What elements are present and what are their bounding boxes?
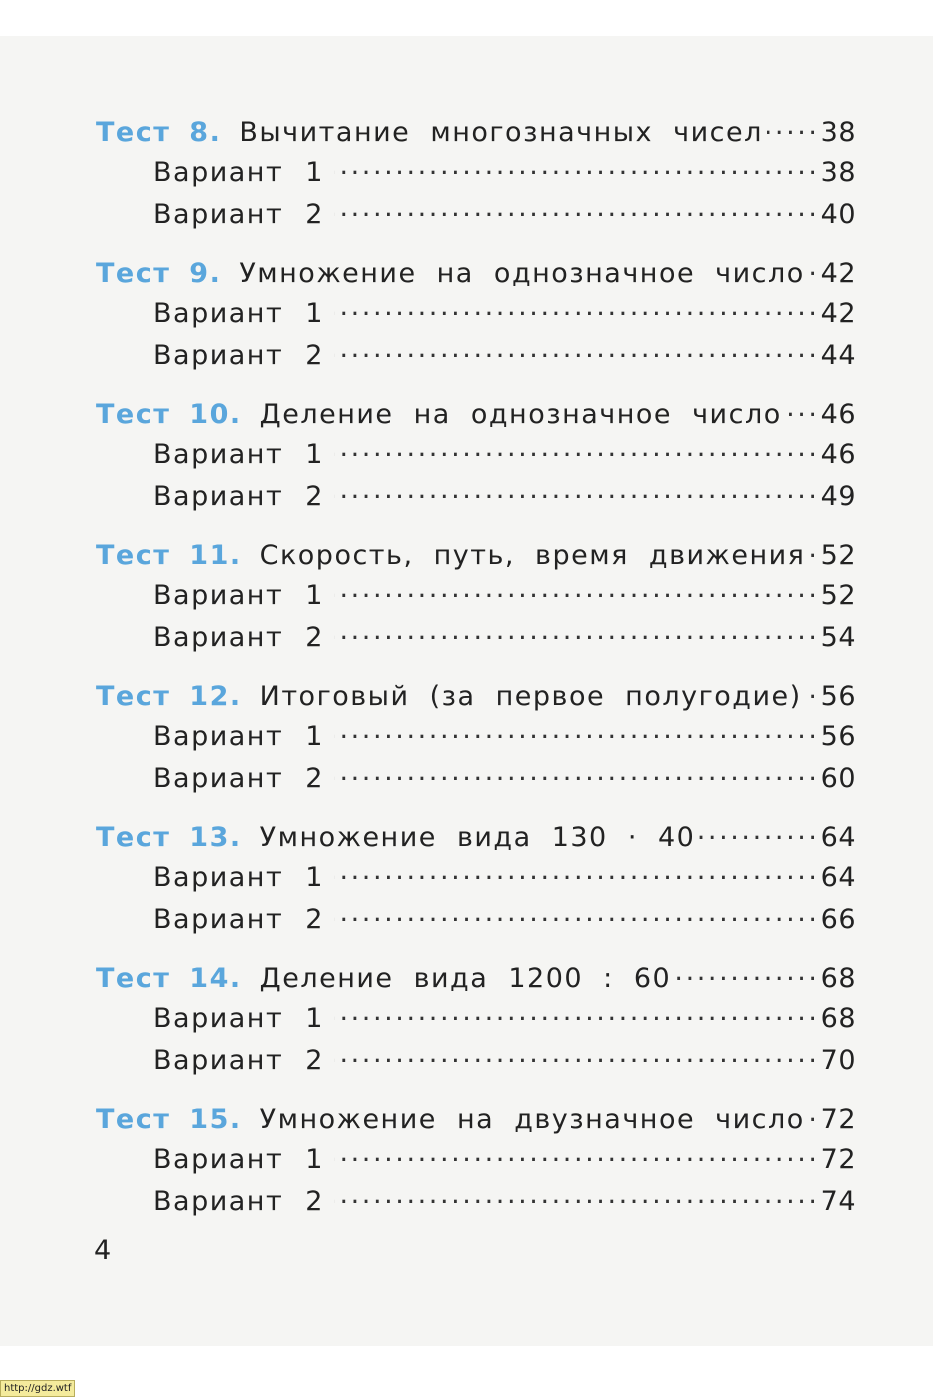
test-title: Умножение вида 130 · 40 (259, 822, 696, 853)
page-ref: 44 (820, 340, 856, 371)
variant-label: Вариант 2 (153, 763, 324, 794)
variant-label: Вариант 2 (153, 1186, 324, 1217)
toc-entry-variant (96, 1042, 856, 1084)
page-ref: 56 (820, 681, 856, 712)
leader-dots (334, 154, 814, 181)
leader-dots (334, 577, 814, 604)
toc-entry-test (96, 396, 856, 436)
toc-entry-variant (96, 859, 856, 901)
page-ref: 72 (820, 1144, 856, 1175)
leader-dots (334, 619, 814, 646)
variant-label: Вариант 2 (153, 904, 324, 935)
leader-dots (767, 114, 814, 141)
toc-group-test-10 (96, 396, 856, 520)
variant-label: Вариант 1 (153, 1144, 324, 1175)
variant-label: Вариант 2 (153, 1045, 324, 1076)
page-ref: 42 (820, 258, 856, 289)
toc-entry-test (96, 255, 856, 295)
test-label: Тест 13. (96, 822, 242, 853)
variant-label: Вариант 1 (153, 1003, 324, 1034)
toc-entry-variant (96, 295, 856, 337)
test-title: Деление вида 1200 : 60 (259, 963, 672, 994)
page-ref: 64 (820, 862, 856, 893)
toc-entry-test (96, 1101, 856, 1141)
toc-entry-variant (96, 154, 856, 196)
leader-dots (334, 1000, 814, 1027)
variant-label: Вариант 1 (153, 439, 324, 470)
document-page (0, 36, 933, 1346)
page-ref: 72 (820, 1104, 856, 1135)
test-title: Умножение на однозначное число (239, 258, 805, 289)
test-title: Скорость, путь, время движения (259, 540, 806, 571)
toc-entry-test (96, 960, 856, 1000)
page-ref: 60 (820, 763, 856, 794)
toc-group-test-13 (96, 819, 856, 943)
variant-label: Вариант 2 (153, 481, 324, 512)
toc-entry-variant (96, 619, 856, 661)
test-label: Тест 11. (96, 540, 242, 571)
leader-dots (334, 760, 814, 787)
leader-dots (809, 255, 814, 282)
toc-entry-variant (96, 337, 856, 379)
test-title: Вычитание многозначных чисел (239, 117, 763, 148)
leader-dots (334, 1141, 814, 1168)
leader-dots (334, 718, 814, 745)
test-label: Тест 10. (96, 399, 242, 430)
page-ref: 54 (820, 622, 856, 653)
toc-entry-variant (96, 478, 856, 520)
variant-label: Вариант 1 (153, 580, 324, 611)
toc-group-test-9 (96, 255, 856, 379)
toc-entry-variant (96, 196, 856, 238)
toc-entry-variant (96, 760, 856, 802)
page-ref: 38 (820, 157, 856, 188)
toc-group-test-12 (96, 678, 856, 802)
table-of-contents (96, 114, 856, 1242)
test-title: Деление на однозначное число (259, 399, 782, 430)
toc-entry-variant (96, 901, 856, 943)
leader-dots (334, 1183, 814, 1210)
page-ref: 52 (820, 580, 856, 611)
toc-entry-variant (96, 577, 856, 619)
toc-group-test-8 (96, 114, 856, 238)
page-ref: 68 (820, 963, 856, 994)
variant-label: Вариант 1 (153, 721, 324, 752)
toc-group-test-11 (96, 537, 856, 661)
toc-entry-variant (96, 436, 856, 478)
leader-dots (699, 819, 814, 846)
leader-dots (334, 478, 814, 505)
toc-entry-variant (96, 1183, 856, 1225)
toc-entry-test (96, 537, 856, 577)
page-ref: 68 (820, 1003, 856, 1034)
variant-label: Вариант 1 (153, 157, 324, 188)
toc-entry-variant (96, 1141, 856, 1183)
leader-dots (334, 196, 814, 223)
variant-label: Вариант 2 (153, 622, 324, 653)
page-ref: 66 (820, 904, 856, 935)
test-label: Тест 8. (96, 117, 222, 148)
page-ref: 38 (820, 117, 856, 148)
toc-entry-test (96, 819, 856, 859)
page-ref: 74 (820, 1186, 856, 1217)
leader-dots (786, 396, 814, 423)
page-ref: 49 (820, 481, 856, 512)
toc-group-test-15 (96, 1101, 856, 1225)
page-ref: 70 (820, 1045, 856, 1076)
leader-dots (334, 901, 814, 928)
leader-dots (334, 859, 814, 886)
toc-entry-variant (96, 1000, 856, 1042)
test-label: Тест 9. (96, 258, 222, 289)
variant-label: Вариант 2 (153, 340, 324, 371)
page-ref: 64 (820, 822, 856, 853)
page-ref: 40 (820, 199, 856, 230)
variant-label: Вариант 1 (153, 298, 324, 329)
leader-dots (334, 436, 814, 463)
variant-label: Вариант 2 (153, 199, 324, 230)
watermark-link[interactable]: http://gdz.wtf (0, 1380, 75, 1397)
page-ref: 46 (820, 399, 856, 430)
leader-dots (334, 295, 814, 322)
page-number: 4 (94, 1235, 112, 1266)
test-label: Тест 12. (96, 681, 242, 712)
leader-dots (675, 960, 814, 987)
toc-group-test-14 (96, 960, 856, 1084)
leader-dots (809, 537, 814, 564)
test-label: Тест 15. (96, 1104, 242, 1135)
variant-label: Вариант 1 (153, 862, 324, 893)
test-title: Итоговый (за первое полугодие) (259, 681, 802, 712)
toc-entry-test (96, 114, 856, 154)
page-ref: 56 (820, 721, 856, 752)
toc-entry-test (96, 678, 856, 718)
leader-dots (806, 678, 814, 705)
page-ref: 52 (820, 540, 856, 571)
page-ref: 46 (820, 439, 856, 470)
leader-dots (809, 1101, 814, 1128)
toc-entry-variant (96, 718, 856, 760)
leader-dots (334, 337, 814, 364)
test-title: Умножение на двузначное число (259, 1104, 805, 1135)
leader-dots (334, 1042, 814, 1069)
page-ref: 42 (820, 298, 856, 329)
test-label: Тест 14. (96, 963, 242, 994)
